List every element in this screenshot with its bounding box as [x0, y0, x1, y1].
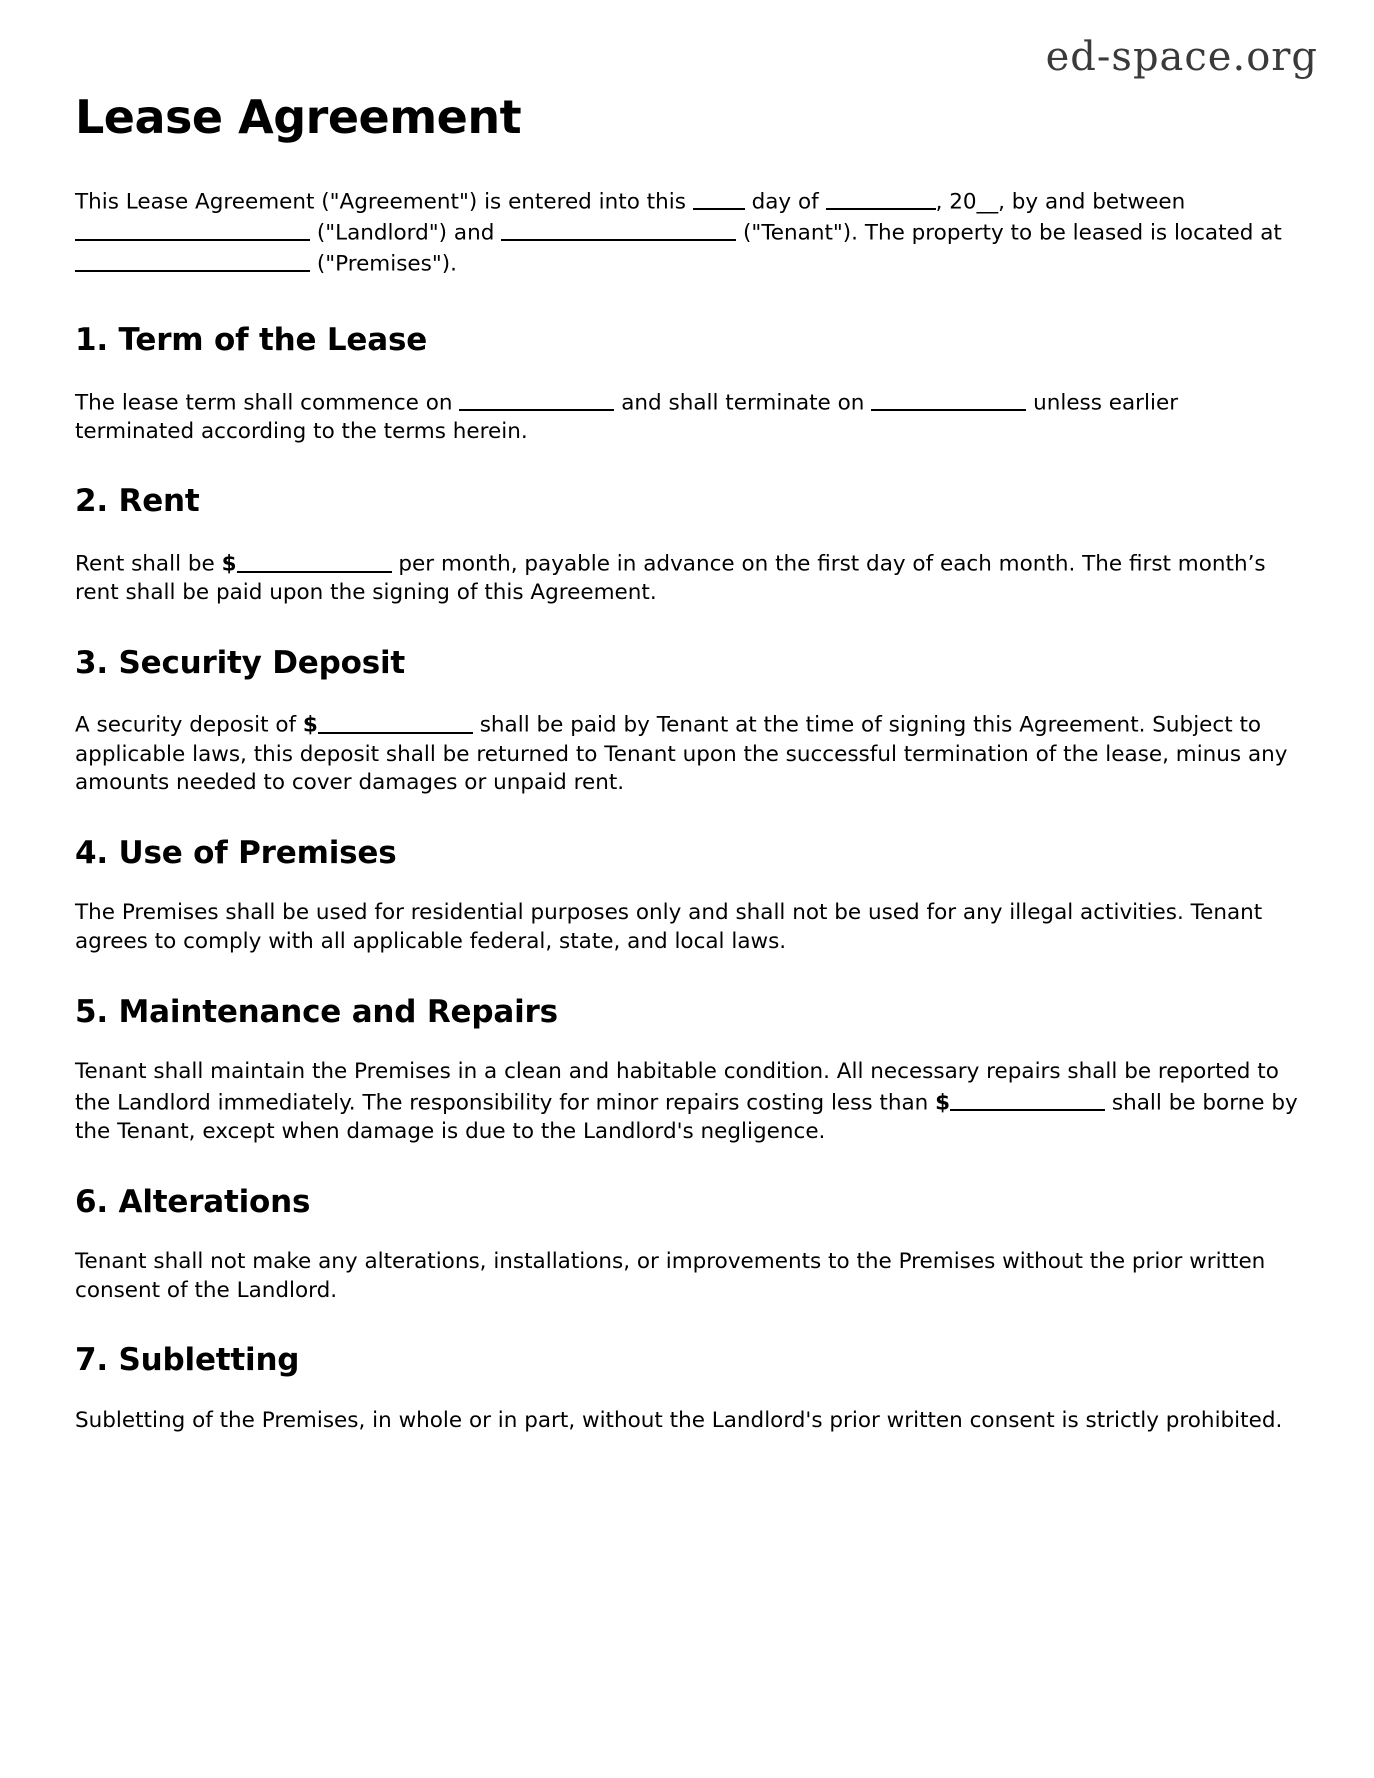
section-1-part-3: unless earlier terminated according to the terms herein. [75, 390, 1179, 444]
intro-text [75, 186, 1300, 279]
section-heading-7: 7. Subletting [75, 1342, 300, 1379]
section-3-part-1: A security deposit of [75, 713, 297, 739]
blank-month[interactable] [826, 186, 936, 211]
blank-deposit-amount[interactable] [318, 709, 473, 734]
blank-landlord[interactable] [75, 217, 310, 242]
currency-symbol-repairs: $ [935, 1090, 951, 1116]
blank-repair-threshold[interactable] [950, 1087, 1105, 1112]
intro-part-5: ("Tenant"). The property to be leased is located at [743, 220, 1282, 246]
section-maintenance-and-repairs [75, 995, 1300, 1147]
section-heading-4: 4. Use of Premises [75, 834, 397, 871]
currency-symbol-deposit: $ [302, 713, 318, 739]
section-term-of-the-lease [75, 323, 1300, 446]
section-subletting [75, 1343, 1300, 1435]
page-title: Lease Agreement [75, 90, 522, 144]
section-2-part-2: per month, payable in advance on the first day of each month. The first month’s rent shall be paid upon the signing of this Agreement. [75, 551, 1266, 606]
site-watermark: ed-space.org [1045, 34, 1318, 80]
intro-part-6: ("Premises"). [316, 251, 457, 277]
section-heading-3: 3. Security Deposit [75, 644, 406, 681]
section-body-7: Subletting of the Premises, in whole or in part, without the Landlord's prior written consent is strictly prohibited. [75, 1408, 1283, 1434]
section-heading-2: 2. Rent [75, 483, 200, 520]
intro-part-1: This Lease Agreement ("Agreement") is entered into this [75, 189, 686, 215]
section-2-part-1: Rent shall be [75, 551, 215, 577]
section-alterations [75, 1185, 1300, 1306]
blank-premises-address[interactable] [75, 248, 310, 273]
section-body-2 [75, 548, 1300, 608]
section-1-part-2: and shall terminate on [621, 390, 865, 416]
section-body-6: Tenant shall not make any alterations, installations, or improvements to the Premises without the prior written consent of the Landlord. [75, 1249, 1266, 1303]
section-body-5 [75, 1058, 1300, 1146]
intro-part-4: ("Landlord") and [316, 220, 495, 246]
intro-part-3: , 20__, by and between [935, 189, 1186, 215]
section-3-part-2: shall be paid by Tenant at the time of signing this Agreement. Subject to applicable laws, this deposit shall be returned to Tenant upon the successful termination of the lease, minus any amounts needed to cover damages or unpaid rent. [75, 713, 1288, 796]
blank-rent-amount[interactable] [237, 548, 392, 573]
section-1-part-1: The lease term shall commence on [75, 390, 453, 416]
intro-paragraph [75, 186, 1300, 279]
currency-symbol-rent: $ [221, 551, 237, 577]
section-5-part-1: Tenant shall maintain the Premises in a clean and habitable condition. All necessary repairs shall be reported to the Landlord immediately. The responsibility for minor repairs costing less than [75, 1059, 1279, 1116]
blank-commence-date[interactable] [459, 387, 614, 412]
section-use-of-premises [75, 836, 1300, 957]
section-heading-5: 5. Maintenance and Repairs [75, 993, 558, 1030]
document-content [75, 0, 1300, 1436]
section-security-deposit [75, 646, 1300, 798]
section-5-part-2: shall be borne by the Tenant, except when damage is due to the Landlord's negligence. [75, 1090, 1298, 1145]
section-body-4: The Premises shall be used for residential purposes only and shall not be used for any illegal activities. Tenant agrees to comply with all applicable federal, state, and local laws. [75, 900, 1263, 955]
blank-day[interactable] [693, 186, 745, 211]
section-heading-1: 1. Term of the Lease [75, 322, 428, 359]
blank-terminate-date[interactable] [871, 387, 1026, 412]
section-heading-6: 6. Alterations [75, 1183, 311, 1220]
section-body-1 [75, 387, 1300, 447]
section-rent [75, 484, 1300, 607]
intro-part-2: day of [751, 189, 819, 215]
section-body-3 [75, 709, 1300, 797]
blank-tenant[interactable] [501, 217, 736, 242]
